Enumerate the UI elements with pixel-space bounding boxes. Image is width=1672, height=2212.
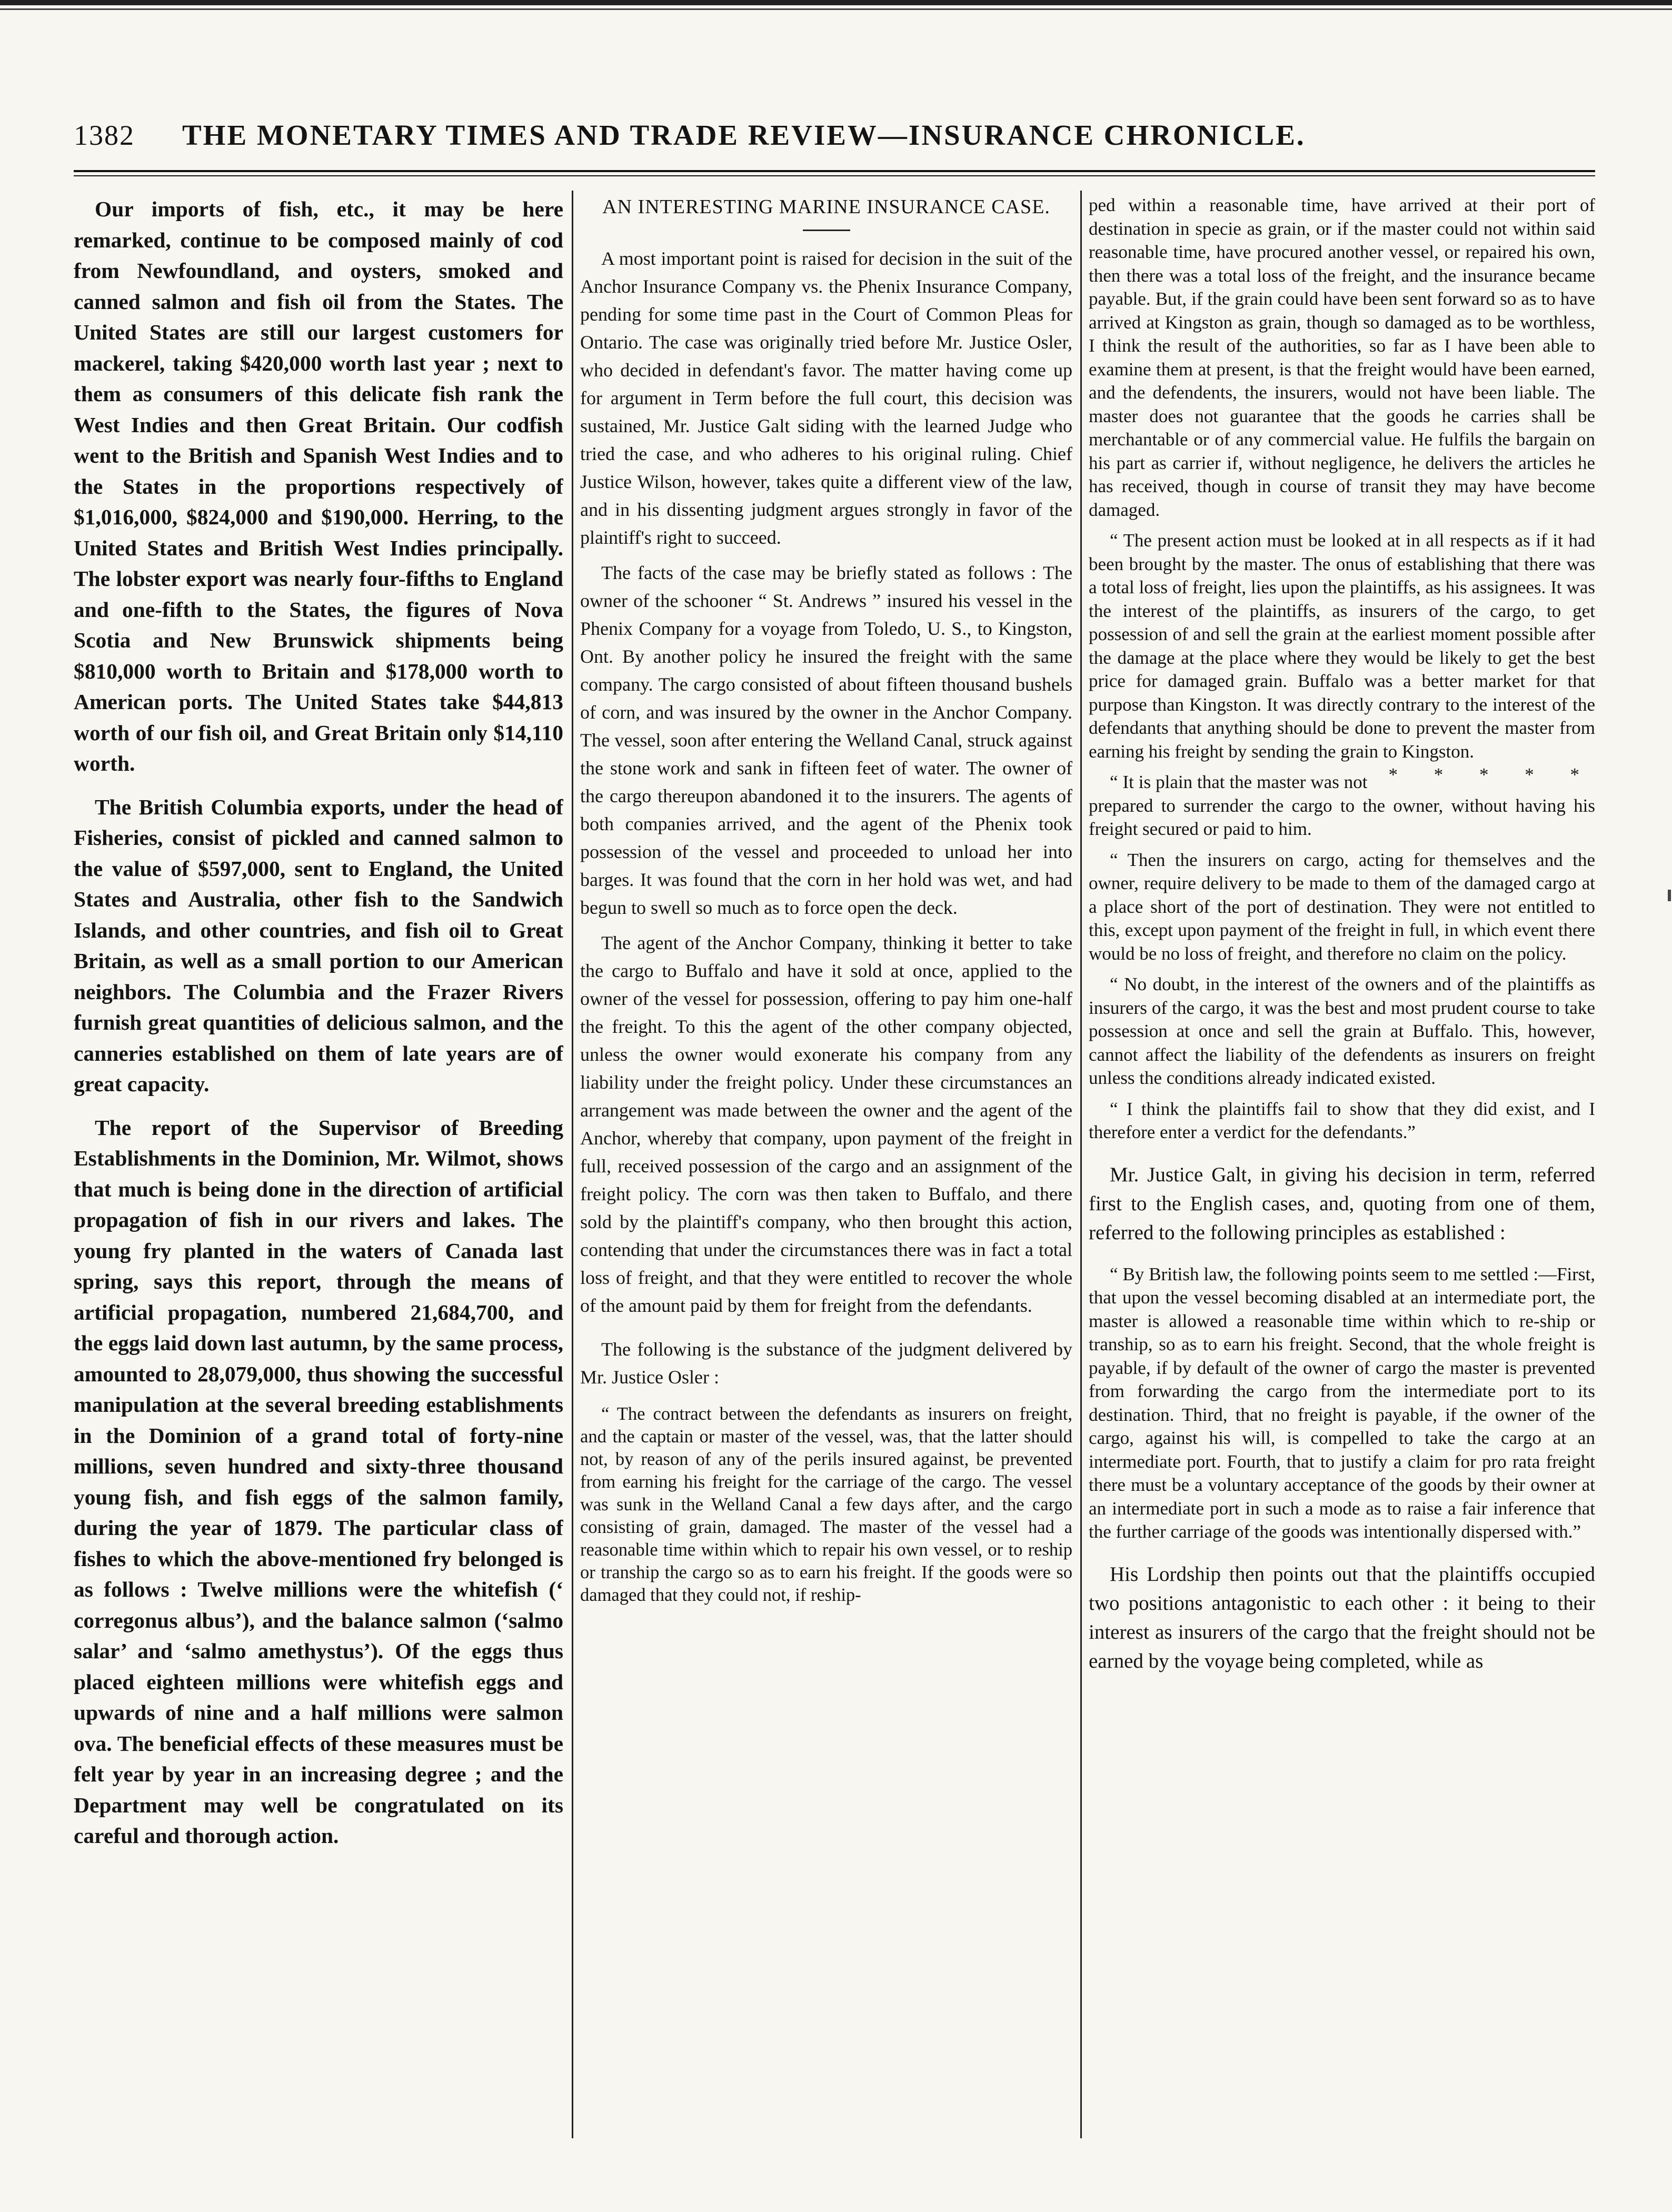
quoted-judgment: “ The contract between the defendants as insurers on freight, and the captain or master of the vessel, was, that the latter should not, by reason of any of the perils insured against, be prevented from earning his freight for the carriage of the cargo. The vessel was sunk in the Welland Canal a few days after, and the cargo consisting of grain, damaged. The master of the vessel had a reasonable time within which to repair his own vessel, or to reship or tranship the cargo so as to earn his freight. If the goods were so damaged that they could not, if reship- — [580, 1404, 1072, 1605]
heading-rule — [803, 230, 850, 231]
paragraph: The report of the Supervisor of Breeding Establishments in the Dominion, Mr. Wilmot, shows that much is being done in the direction of artificial propagation of fish in our rivers and lakes. The young fry planted in the waters of Canada last spring, says this report, through the means of artificial propagation, numbered 21,684,700, and the eggs laid down last autumn, by the same process, amounted to 28,079,000, thus showing the successful manipulation at the several breeding establishments in the Dominion of a grand total of forty-nine millions, seven hundred and sixty-three thousand young fish, and fish eggs of the salmon family, during the year of 1879. The particular class of fishes to which the above-mentioned fry belonged is as follows : Twelve millions were the whitefish (‘ corregonus albus’), and the balance salmon (‘salmo salar’ and ‘salmo amethystus’). Of the eggs thus placed eighteen millions were whitefish eggs and upwards of nine and a half millions were salmon ova. The beneficial effects of these measures must be felt year by year in an increasing degree ; and the Department may well be congratulated on its careful and thorough action. — [74, 1115, 563, 1848]
paragraph: The following is the substance of the judgment delivered by Mr. Justice Osler : — [580, 1339, 1072, 1388]
paragraph: “ No doubt, in the interest of the owners and of the plaintiffs as insurers of the cargo, it was the best and most prudent course to take possession at once and sell the grain at Buffalo. This, however, cannot affect the liability of the defendents as insurers on freight unless the conditions already indicated existed. — [1089, 974, 1595, 1088]
paragraph: “ I think the plaintiffs fail to show that they did exist, and I therefore enter a verdict for the defendants.” — [1089, 1098, 1595, 1142]
article-heading: AN INTERESTING MARINE INSURANCE CASE. — [602, 196, 1050, 218]
paragraph: “ Then the insurers on cargo, acting for themselves and the owner, require delivery to be made to them of the damaged cargo at a place short of the port of destination. They were not entitled to this, except upon payment of the freight in full, in which event there would be no loss of freight, and therefore no claim on the policy. — [1089, 849, 1595, 964]
page-number: 1382 — [74, 119, 135, 151]
paragraph: Our imports of fish, etc., it may be here remarked, continue to be composed mainly of cod from Newfoundland, and oysters, smoked and canned salmon and fish oil from the States. The United States are still our largest customers for mackerel, taking $420,000 worth last year ; next to them as consumers of this delicate fish rank the West Indies and then Great Britain. Our codfish went to the British and Spanish West Indies and to the States in the proportions respectively of $1,016,000, $824,000 and $190,000. Herring, to the United States and British West Indies principally. The lobster export was nearly four-fifths to England and one-fifth to the States, the figures of Nova Scotia and New Brunswick shipments being $810,000 worth to Britain and $178,000 worth to American ports. The United States take $44,813 worth of our fish oil, and Great Britain only $14,110 worth. — [74, 197, 563, 775]
paragraph: The agent of the Anchor Company, thinking it better to take the cargo to Buffalo and have it sold at once, applied to the owner of the vessel for possession, offering to pay him one-half the freight. To this the agent of the other company objected, unless the owner would exonerate his company from any liability under the freight policy. Under these circumstances an arrangement was made between the owner and the agent of the Anchor, whereby that company, upon payment of the freight in full, received possession of the cargo and an assignment of the freight policy. The corn was then taken to Buffalo, and there sold by the plaintiff's company, who then brought this action, contending that under the circumstances there was in fact a total loss of freight, and that they were entitled to recover the whole of the amount paid by them for freight from the defendants. — [580, 932, 1072, 1316]
column-divider-2 — [1080, 191, 1082, 2138]
paragraph: ped within a reasonable time, have arrived at their port of destination in specie as grain, or if the master could not within said reasonable time, have procured another vessel, or repaired his own, then there was a total loss of the freight, and the insurance became payable. But, if the grain could have been sent forward so as to have arrived at Kingston as grain, though so damaged as to be worthless, I think the result of the authorities, so far as I have been able to examine them at present, is that the freight would have been earned, and the defendents, the insurers, would not have been liable. The master does not guarantee that the goods he carries shall be merchantable or of any commercial value. He fulfils the bargain on his part as carrier if, without negligence, he delivers the articles he has received, though in course of transit they may have become damaged. — [1089, 195, 1595, 520]
top-border-thin — [0, 8, 1672, 10]
paragraph — [1089, 529, 1595, 785]
quoted-principles: “ By British law, the following points seem to me settled :—First, that upon the vessel becoming disabled at an intermediate port, the master is allowed a reasonable time within which to re-ship or tranship, so as to earn his freight. Second, that the whole freight is payable, if by default of the owner of cargo the master is prevented from forwarding the cargo from the intermediate port to its destination. Third, that no freight is payable, if the owner of the cargo, against his will, is compelled to take the cargo at an intermediate port. Fourth, that to justify a claim for pro rata freight there must be a voluntary acceptance of the goods by their owner at an intermediate port in such a mode as to raise a fair inference that the further carriage of the goods was intentionally dispersed with.” — [1089, 1263, 1595, 1542]
paragraph: Mr. Justice Galt, in giving his decision in term, referred first to the English cases, and, quoting from one of them, referred to the following principles as established : — [1089, 1163, 1595, 1244]
ellipsis-stars: * * * * * — [1388, 764, 1595, 785]
top-border — [0, 0, 1672, 5]
page-header — [74, 118, 1595, 166]
paragraph: The British Columbia exports, under the head of Fisheries, consist of pickled and canned salmon to the value of $597,000, sent to England, the United States and Australia, other fish to the Sandwich Islands, and other countries, and fish oil to Great Britain, as well as a small portion to our American neighbors. The Columbia and the Frazer Rivers furnish great quantities of delicious salmon, and the canneries established on them of late years are of great capacity. — [74, 794, 563, 1096]
paragraph: A most important point is raised for decision in the suit of the Anchor Insurance Company vs. the Phenix Insurance Company, pending for some time past in the Court of Common Pleas for Ontario. The case was originally tried before Mr. Justice Osler, who decided in defendant's favor. The matter having come up for argument in Term before the full court, this decision was sustained, Mr. Justice Galt siding with the learned Judge who tried the case, and who adheres to his original ruling. Chief Justice Wilson, however, takes quite a different view of the law, and in his dissenting judgment argues strongly in favor of the plaintiff's right to succeed. — [580, 248, 1072, 548]
print-blemish — [1668, 890, 1671, 901]
paragraph: The facts of the case may be briefly stated as follows : The owner of the schooner “ St. Andrews ” insured his vessel in the Phenix Company for a voyage from Toledo, U. S., to Kingston, Ont. By another policy he insured the freight with the same company. The cargo consisted of about fifteen thousand bushels of corn, and was insured by the owner in the Anchor Company. The vessel, soon after entering the Welland Canal, struck against the stone work and sank in fifteen feet of water. The owner of the cargo thereupon abandoned it to the insurers. The agents of both companies arrived, and the agent of the Phenix took possession of the vessel and proceeded to unload her into barges. It was found that the corn in her hold was wet, and had begun to swell so much as to force open the deck. — [580, 562, 1072, 918]
page-title: THE MONETARY TIMES AND TRADE REVIEW—INSURANCE CHRONICLE. — [182, 119, 1306, 151]
paragraph: His Lordship then points out that the plaintiffs occupied two positions antagonistic to each other : it being to their interest as insurers of the cargo that the freight should not be earned by the voyage being completed, while as — [1089, 1562, 1595, 1672]
column-judgment-continued — [1089, 194, 1595, 2136]
column-marine-insurance — [580, 194, 1072, 2136]
header-rule-thin — [74, 175, 1595, 176]
paragraph: “ It is plain that the master was not prepared to surrender the cargo to the owner, without having his freight secured or paid to him. — [1089, 772, 1595, 839]
column-fisheries — [74, 194, 563, 2136]
header-rule — [74, 170, 1595, 172]
paragraph-text: “ The present action must be looked at in all respects as if it had been brought by the master. The onus of establishing that there was a total loss of freight, lies upon the plaintiffs, as his assignees. It was the interest of the plaintiffs, as insurers of the cargo, to get possession of and sell the grain at the earliest moment possible after the damage at the place where they would be likely to get the best price for damaged grain. Buffalo was a better market for that purpose than Kingston. It was directly contrary to the interest of the defendants that anything should be done to prevent the master from earning his freight by sending the grain to Kingston. — [1089, 530, 1595, 762]
column-divider-1 — [572, 191, 573, 2138]
